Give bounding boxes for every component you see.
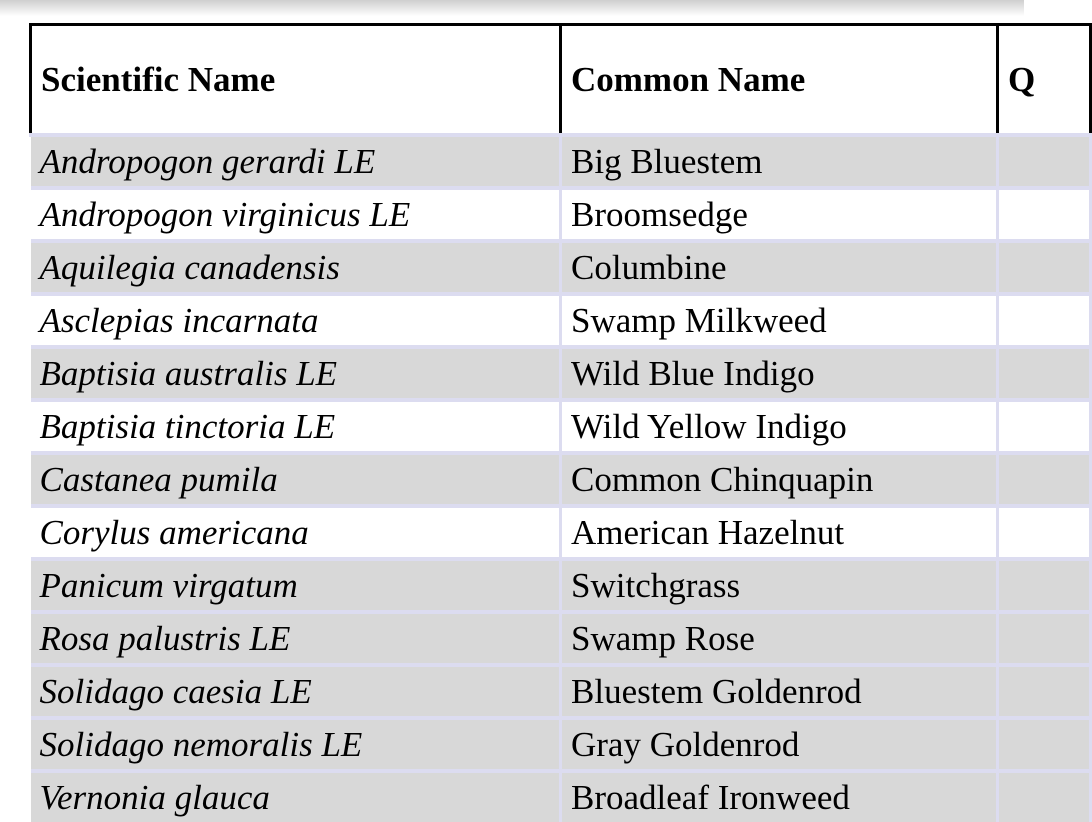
common-name-cell: Gray Goldenrod [561, 718, 998, 771]
third-column-cell [998, 559, 1091, 612]
common-name-cell: Big Bluestem [561, 135, 998, 188]
scientific-name-cell: Panicum virgatum [31, 559, 561, 612]
scientific-name-cell: Andropogon gerardi LE [31, 135, 561, 188]
third-column-cell [998, 718, 1091, 771]
third-column-cell [998, 347, 1091, 400]
third-column-cell [998, 771, 1091, 822]
scientific-name-cell: Aquilegia canadensis [31, 241, 561, 294]
common-name-cell: Swamp Milkweed [561, 294, 998, 347]
scientific-name-cell: Rosa palustris LE [31, 612, 561, 665]
header-third-column: Q [998, 25, 1091, 136]
scientific-name-cell: Corylus americana [31, 506, 561, 559]
third-column-cell [998, 453, 1091, 506]
table-row [31, 665, 1091, 718]
third-column-cell [998, 188, 1091, 241]
top-shadow [0, 0, 1024, 16]
table-row [31, 612, 1091, 665]
common-name-cell: Broadleaf Ironweed [561, 771, 998, 822]
common-name-cell: American Hazelnut [561, 506, 998, 559]
scientific-name-cell: Solidago nemoralis LE [31, 718, 561, 771]
common-name-cell: Swamp Rose [561, 612, 998, 665]
table-row [31, 506, 1091, 559]
table-row [31, 188, 1091, 241]
common-name-cell: Wild Blue Indigo [561, 347, 998, 400]
scientific-name-cell: Asclepias incarnata [31, 294, 561, 347]
common-name-cell: Broomsedge [561, 188, 998, 241]
table-row [31, 135, 1091, 188]
header-common-name: Common Name [561, 25, 998, 136]
scientific-name-cell: Baptisia tinctoria LE [31, 400, 561, 453]
common-name-cell: Bluestem Goldenrod [561, 665, 998, 718]
third-column-cell [998, 612, 1091, 665]
table-row [31, 559, 1091, 612]
common-name-cell: Columbine [561, 241, 998, 294]
scientific-name-cell: Vernonia glauca [31, 771, 561, 822]
table-row [31, 347, 1091, 400]
scientific-name-cell: Andropogon virginicus LE [31, 188, 561, 241]
common-name-cell: Common Chinquapin [561, 453, 998, 506]
third-column-cell [998, 665, 1091, 718]
third-column-cell [998, 135, 1091, 188]
table-row [31, 771, 1091, 822]
plant-table [29, 23, 1092, 822]
header-row [31, 25, 1091, 136]
scientific-name-cell: Solidago caesia LE [31, 665, 561, 718]
table-row [31, 400, 1091, 453]
common-name-cell: Wild Yellow Indigo [561, 400, 998, 453]
third-column-cell [998, 294, 1091, 347]
third-column-cell [998, 400, 1091, 453]
scientific-name-cell: Baptisia australis LE [31, 347, 561, 400]
third-column-cell [998, 506, 1091, 559]
third-column-cell [998, 241, 1091, 294]
scientific-name-cell: Castanea pumila [31, 453, 561, 506]
table-row [31, 718, 1091, 771]
table-row [31, 241, 1091, 294]
table-row [31, 294, 1091, 347]
header-scientific-name: Scientific Name [31, 25, 561, 136]
common-name-cell: Switchgrass [561, 559, 998, 612]
table-row [31, 453, 1091, 506]
